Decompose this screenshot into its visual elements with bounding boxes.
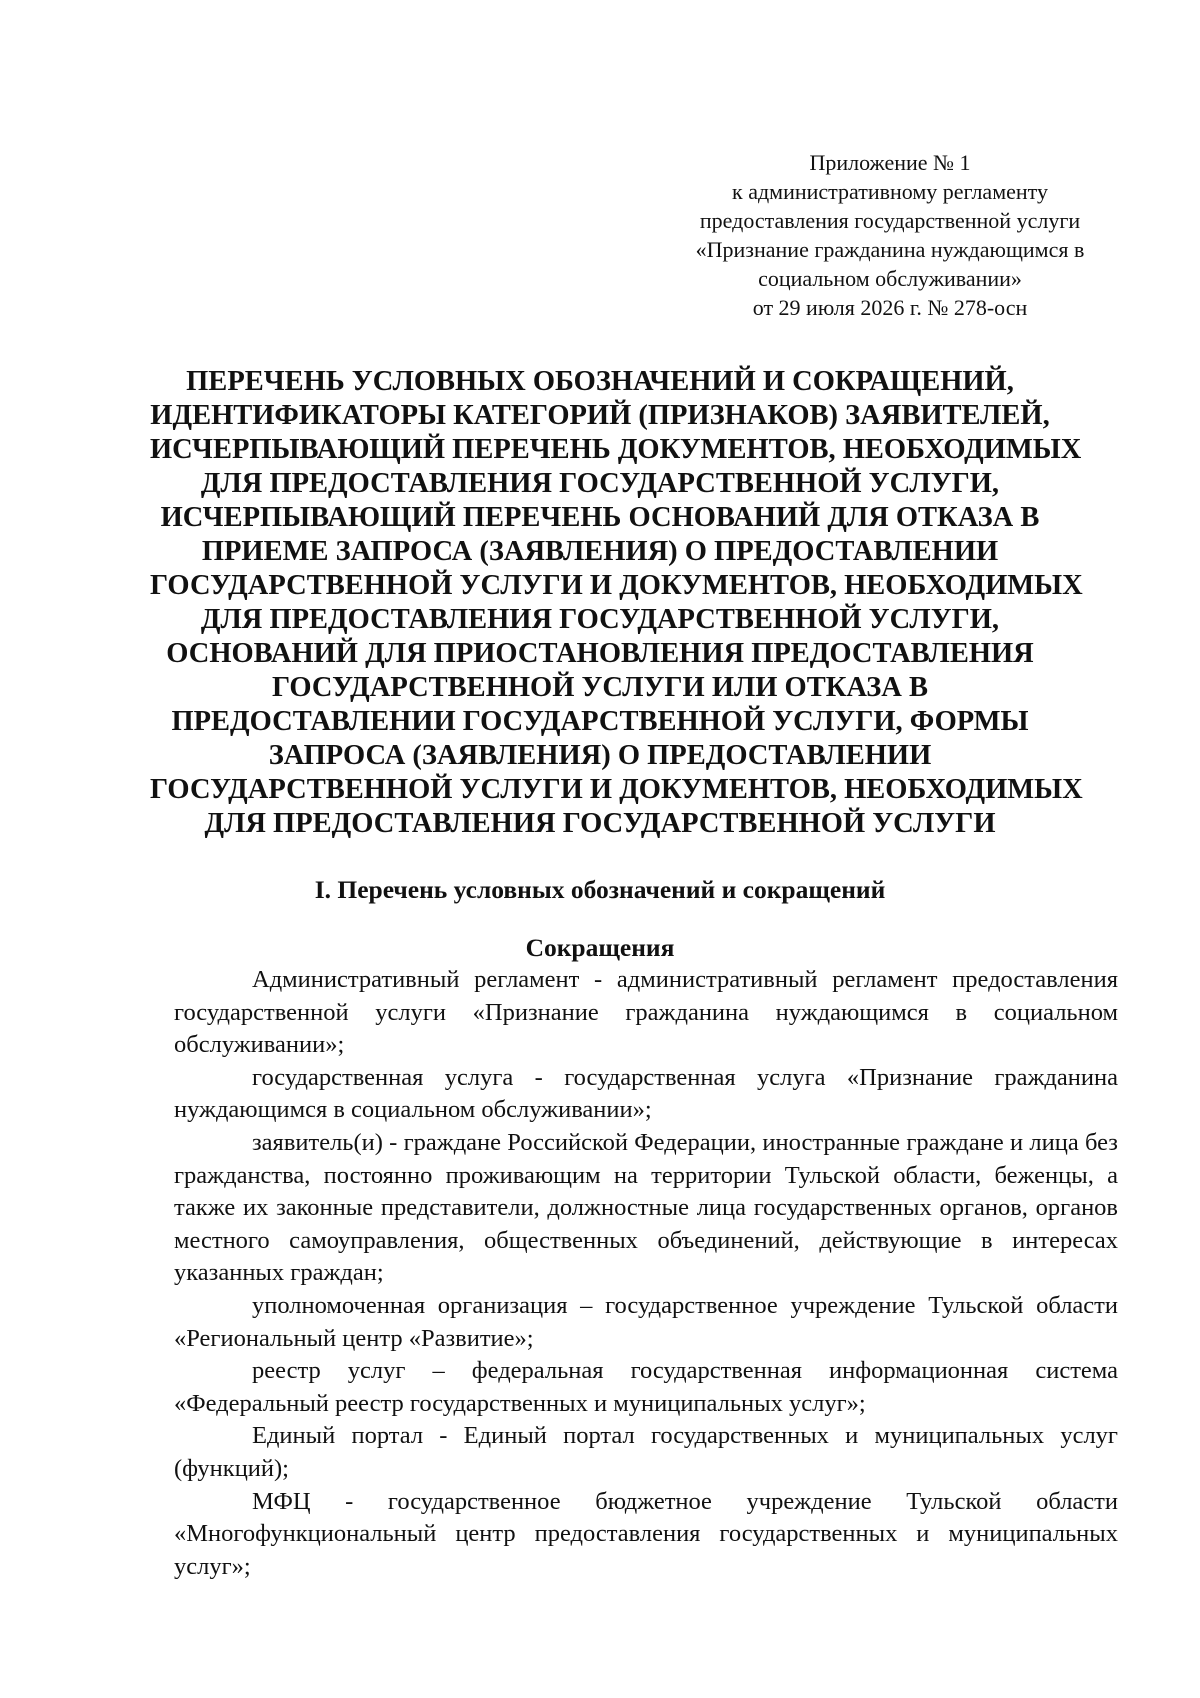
title-line: ГОСУДАРСТВЕННОЙ УСЛУГИ И ДОКУМЕНТОВ, НЕОБХОДИМЫХ: [150, 570, 1083, 601]
annex-line: к административному регламенту: [732, 179, 1048, 204]
abbreviation-paragraph: реестр услуг – федеральная государственная информационная система «Федеральный реестр государственных и муниципальных услуг»;: [174, 1357, 1118, 1417]
section-heading: I. Перечень условных обозначений и сокращений: [314, 875, 886, 904]
title-line: ПЕРЕЧЕНЬ УСЛОВНЫХ ОБОЗНАЧЕНИЙ И СОКРАЩЕНИЙ,: [186, 366, 1014, 397]
abbreviation-paragraph: МФЦ - государственное бюджетное учреждение Тульской области «Многофункциональный центр предоставления государственных и муниципальных услуг»;: [174, 1487, 1118, 1580]
title-line: ДЛЯ ПРЕДОСТАВЛЕНИЯ ГОСУДАРСТВЕННОЙ УСЛУГИ: [204, 808, 996, 839]
title-line: ЗАПРОСА (ЗАЯВЛЕНИЯ) О ПРЕДОСТАВЛЕНИИ: [268, 740, 932, 771]
annex-line: от 29 июля 2026 г. № 278-осн: [752, 295, 1028, 320]
document-title: [150, 365, 1083, 841]
title-line: ИСЧЕРПЫВАЮЩИЙ ПЕРЕЧЕНЬ ОСНОВАНИЙ ДЛЯ ОТКАЗА В: [160, 502, 1040, 533]
title-line: ПРЕДОСТАВЛЕНИИ ГОСУДАРСТВЕННОЙ УСЛУГИ, ФОРМЫ: [171, 706, 1029, 737]
annex-line: предоставления государственной услуги: [699, 208, 1081, 233]
title-line: ГОСУДАРСТВЕННОЙ УСЛУГИ И ДОКУМЕНТОВ, НЕОБХОДИМЫХ: [150, 774, 1083, 805]
abbreviation-paragraph: уполномоченная организация – государственное учреждение Тульской области «Региональный центр «Развитие»;: [174, 1291, 1118, 1352]
title-line: ПРИЕМЕ ЗАПРОСА (ЗАЯВЛЕНИЯ) О ПРЕДОСТАВЛЕНИИ: [201, 536, 999, 567]
abbreviation-paragraph: Единый портал - Единый портал государственных и муниципальных услуг (функций);: [174, 1422, 1118, 1482]
title-line: ДЛЯ ПРЕДОСТАВЛЕНИЯ ГОСУДАРСТВЕННОЙ УСЛУГИ,: [200, 468, 1000, 499]
title-line: ДЛЯ ПРЕДОСТАВЛЕНИЯ ГОСУДАРСТВЕННОЙ УСЛУГИ,: [200, 604, 1000, 635]
annex-line: социальном обслуживании»: [758, 266, 1022, 291]
abbreviation-paragraph: Административный регламент - административный регламент предоставления государственной услуги «Признание гражданина нуждающимся в социальном обслуживании»;: [174, 966, 1118, 1059]
abbreviations-heading: Сокращения: [525, 933, 675, 962]
abbreviations-list: [174, 964, 1118, 1583]
annex-header: [660, 148, 1120, 322]
title-line: ОСНОВАНИЙ ДЛЯ ПРИОСТАНОВЛЕНИЯ ПРЕДОСТАВЛЕНИЯ: [166, 638, 1034, 669]
title-line: ИДЕНТИФИКАТОРЫ КАТЕГОРИЙ (ПРИЗНАКОВ) ЗАЯВИТЕЛЕЙ,: [150, 400, 1050, 431]
abbreviation-paragraph: заявитель(и) - граждане Российской Федерации, иностранные граждане и лица без гражданства, постоянно проживающим на территории Тульской области, беженцы, а также их законные представители, должностные лица государственных органов, органов местного самоуправления, общественных объединений, действующие в интересах указанных граждан;: [174, 1128, 1118, 1287]
abbreviation-paragraph: государственная услуга - государственная услуга «Признание гражданина нуждающимся в социальном обслуживании»;: [174, 1063, 1118, 1124]
title-line: ИСЧЕРПЫВАЮЩИЙ ПЕРЕЧЕНЬ ДОКУМЕНТОВ, НЕОБХОДИМЫХ: [150, 434, 1082, 465]
annex-line: «Признание гражданина нуждающимся в: [695, 237, 1085, 262]
annex-line: Приложение № 1: [809, 150, 971, 175]
title-line: ГОСУДАРСТВЕННОЙ УСЛУГИ ИЛИ ОТКАЗА В: [271, 672, 929, 703]
